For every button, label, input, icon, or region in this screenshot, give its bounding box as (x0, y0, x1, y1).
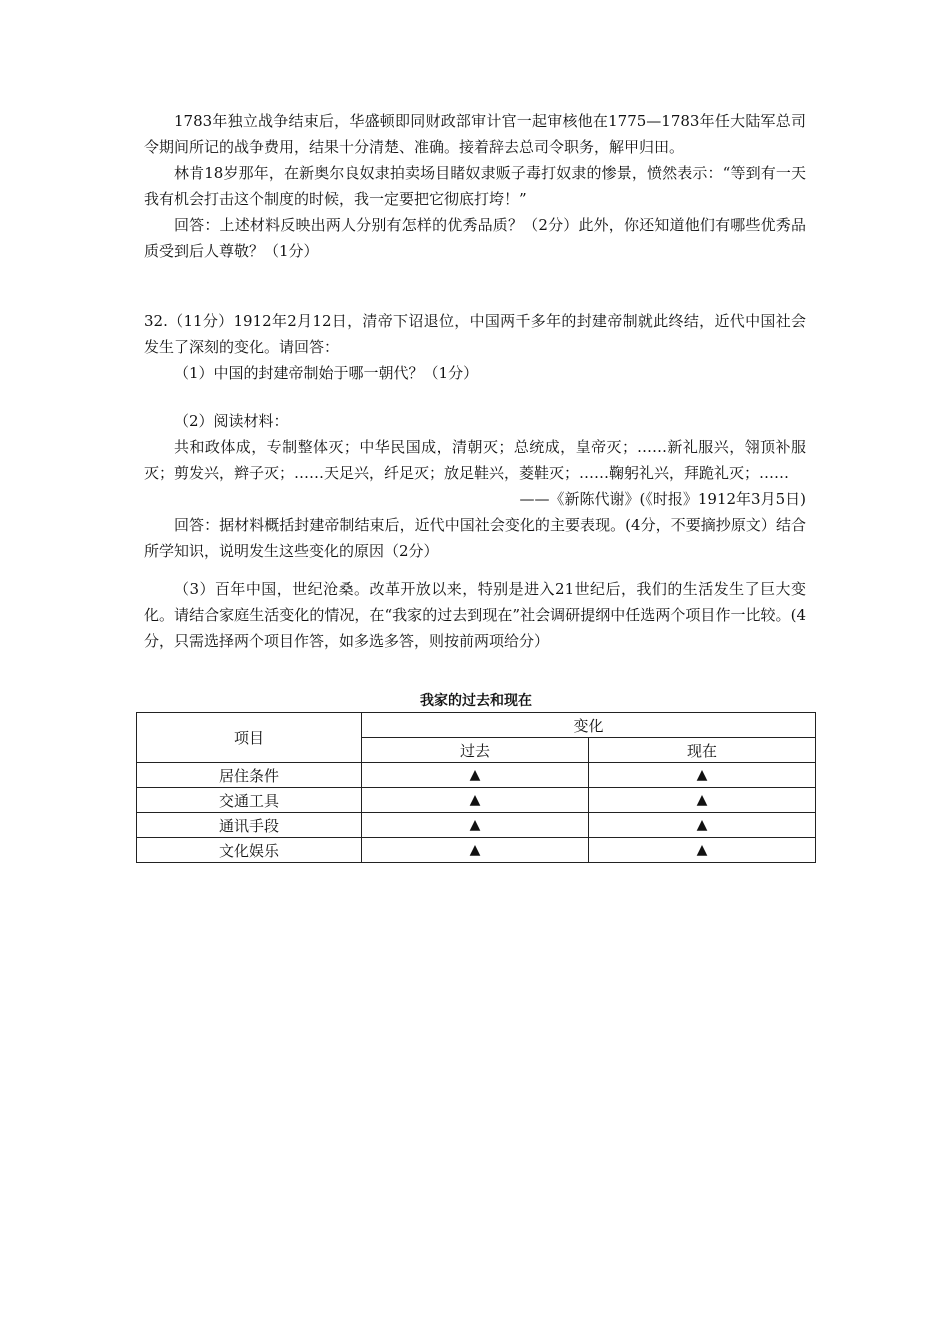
header-now: 现在 (589, 738, 816, 763)
table-row (137, 838, 816, 863)
row-item: 居住条件 (137, 763, 362, 788)
q32-sub3: （3）百年中国，世纪沧桑。改革开放以来，特别是进入21世纪后，我们的生活发生了巨大变化。请结合家庭生活变化的情况，在“我家的过去到现在”社会调研提纲中任选两个项目作一比较。(4分，只需选择两个项目作答，如多选多答，则按前两项给分） (144, 580, 806, 650)
row-now-triangle: ▲ (589, 763, 816, 788)
table-row (137, 763, 816, 788)
table-row (137, 788, 816, 813)
q31-paragraph-lincoln: 林肯18岁那年，在新奥尔良奴隶拍卖场目睹奴隶贩子毒打奴隶的惨景，愤然表示：“等到有一天我有机会打击这个制度的时候，我一定要把它彻底打垮！” (144, 164, 806, 208)
q32-intro: 32.（11分）1912年2月12日，清帝下诏退位，中国两千多年的封建帝制就此终结，近代中国社会发生了深刻的变化。请回答： (144, 312, 806, 356)
q32-material-source: ——《新陈代谢》(《时报》1912年3月5日) (519, 490, 806, 508)
table-row (137, 813, 816, 838)
row-past-triangle: ▲ (362, 788, 589, 813)
family-survey-table (136, 712, 816, 863)
q31-paragraph-washington: 1783年独立战争结束后，华盛顿即同财政部审计官一起审核他在1775—1783年任大陆军总司令期间所记的战争费用，结果十分清楚、准确。接着辞去总司令职务，解甲归田。 (144, 112, 806, 156)
row-past-triangle: ▲ (362, 813, 589, 838)
q32-sub2-label: （2）阅读材料： (174, 412, 289, 430)
q32-material: 共和政体成，专制整体灭；中华民国成，清朝灭；总统成，皇帝灭；……新礼服兴，翎顶补服灭；剪发兴，辫子灭；……天足兴，纤足灭；放足鞋兴，菱鞋灭；……鞠躬礼兴，拜跪礼灭；…… (144, 438, 806, 482)
q32-sub1: （1）中国的封建帝制始于哪一朝代？（1分） (174, 364, 479, 382)
row-item: 通讯手段 (137, 813, 362, 838)
row-item: 文化娱乐 (137, 838, 362, 863)
q32-sub2-answer-prompt: 回答：据材料概括封建帝制结束后，近代中国社会变化的主要表现。(4分，不要摘抄原文）结合所学知识，说明发生这些变化的原因（2分） (144, 516, 806, 560)
row-now-triangle: ▲ (589, 788, 816, 813)
row-now-triangle: ▲ (589, 838, 816, 863)
table-title: 我家的过去和现在 (420, 693, 532, 709)
row-now-triangle: ▲ (589, 813, 816, 838)
header-past: 过去 (362, 738, 589, 763)
header-item: 项目 (137, 713, 362, 763)
q31-answer-prompt: 回答：上述材料反映出两人分别有怎样的优秀品质？（2分）此外，你还知道他们有哪些优秀品质受到后人尊敬？（1分） (144, 216, 806, 260)
row-past-triangle: ▲ (362, 838, 589, 863)
table-header-row (137, 713, 816, 738)
header-change: 变化 (362, 713, 816, 738)
row-past-triangle: ▲ (362, 763, 589, 788)
document-body (144, 108, 806, 654)
row-item: 交通工具 (137, 788, 362, 813)
